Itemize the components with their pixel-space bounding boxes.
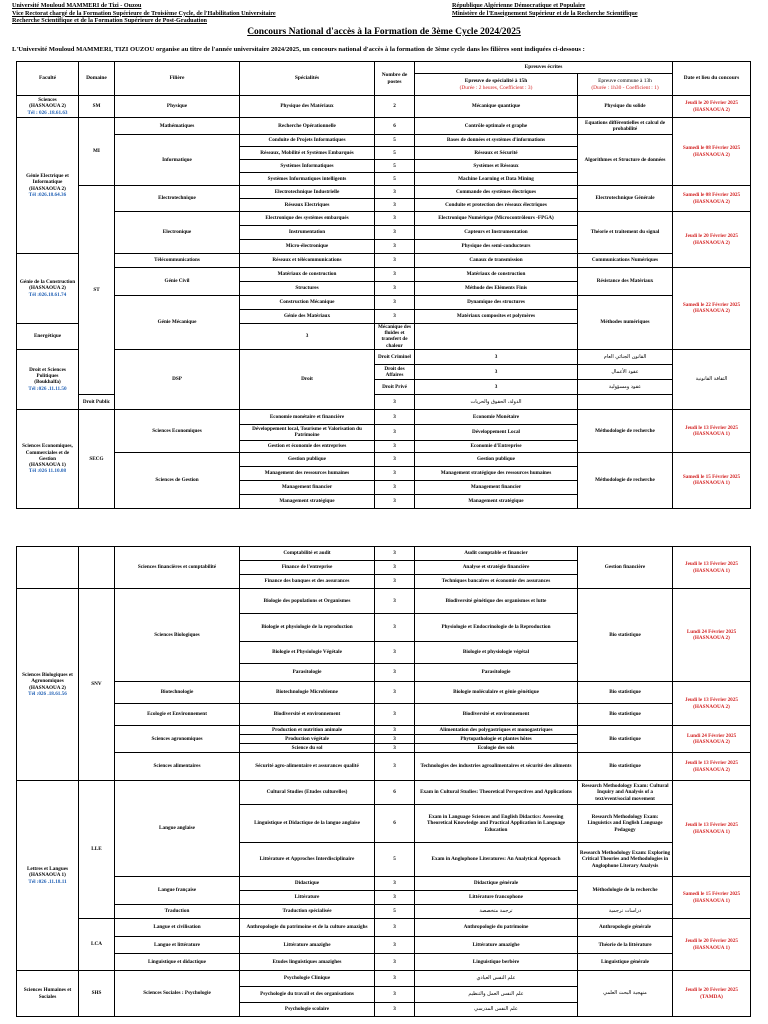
postes: 3 — [375, 409, 415, 424]
epreuve-specialite: Biologie et physiologie végétal — [415, 642, 578, 664]
col-header-ep-specialite: Epreuve de spécialité à 15h (Durée : 2 heures, Coefficient : 3) — [415, 74, 578, 96]
faculte-sciences-humaines: Sciences Humaines et Sociales — [17, 971, 79, 1017]
specialite: Droit Public — [79, 394, 115, 409]
filiere-sciences-gestion: Sciences de Gestion — [115, 452, 240, 508]
date-lieu: Lundi 24 Février 2025 (HASNAOUA 2) — [673, 589, 751, 682]
epreuve-specialite: Bases de données et systèmes d'informations — [415, 135, 578, 147]
specialite: Construction Mécanique — [240, 296, 375, 310]
epreuve-specialite: ترجمة متخصصة — [415, 905, 578, 919]
postes: 3 — [375, 919, 415, 937]
specialite: Instrumentation — [240, 226, 375, 240]
specialite: Science du sol — [240, 744, 375, 753]
specialite: Réseaux, Mobilité et Systèmes Embarqués — [240, 147, 375, 160]
postes: 3 — [375, 589, 415, 614]
postes: 3 — [375, 282, 415, 296]
filiere-electronique: Electronique — [115, 212, 240, 254]
epreuve-commune: Equations différentielles et calcul de probabilité — [578, 118, 673, 135]
domaine-secg: SECG — [79, 409, 115, 508]
filiere-biotechnologie: Biotechnologie — [115, 682, 240, 704]
postes: 6 — [375, 781, 415, 805]
specialite: Finance des banques et des assurances — [240, 575, 375, 589]
epreuve-commune: Research Methodology Exam: Linguistics and English Language Pedagogy — [578, 805, 673, 843]
specialite: Physique des Matériaux — [240, 96, 375, 118]
specialite: Management des ressources humaines — [240, 466, 375, 480]
epreuve-specialite: Didactique générale — [415, 877, 578, 891]
postes: 3 — [375, 547, 415, 561]
specialite: Génie des Matériaux — [240, 310, 375, 324]
epreuve-specialite: عقود الأعمال — [578, 364, 673, 379]
specialite: Economie monétaire et financière — [240, 409, 375, 424]
specialite: Anthropologie du patrimoine et de la culture amazighs — [240, 919, 375, 937]
faculte-genie-electrique: Génie Electrique et Informatique (HASNAOUA 2) Tél :026.18.64.36 — [17, 118, 79, 254]
postes: 3 — [375, 664, 415, 682]
date-lieu: Jeudi le 20 Février 2025 (HASNAOUA 2) — [673, 96, 751, 118]
specialite: Matériaux de construction — [240, 268, 375, 282]
postes: 3 — [375, 254, 415, 268]
epreuve-specialite: Méthode des Eléments Finis — [415, 282, 578, 296]
concours-table-part-2 — [16, 546, 751, 1017]
epreuve-commune: Méthodologie de recherche — [578, 409, 673, 452]
epreuve-specialite: Systèmes et Réseaux — [415, 160, 578, 173]
recherche-line: Recherche Scientifique et de la Formation Supérieure de Post-Graduation — [12, 17, 207, 25]
epreuve-specialite: Management stratégique — [415, 494, 578, 508]
postes: 5 — [375, 135, 415, 147]
epreuve-specialite: Biologie moléculaire et génie génétique — [415, 682, 578, 704]
epreuve-specialite: Biodiversité et environnement — [415, 704, 578, 726]
epreuve-specialite: Physiologie et Endocrinologie de la Reproduction — [415, 614, 578, 642]
filiere-langue-anglaise: Langue anglaise — [115, 781, 240, 877]
specialite: Réseaux et télécommunications — [240, 254, 375, 268]
postes: 3 — [375, 682, 415, 704]
epreuve-specialite: علم النفس العمل والتنظيم — [415, 987, 578, 1003]
specialite: Psychologie scolaire — [240, 1003, 375, 1017]
epreuve-specialite: Dynamique des structures — [415, 296, 578, 310]
epreuve-commune: Electrotechnique Générale — [578, 186, 673, 212]
postes: 3 — [375, 891, 415, 905]
date-lieu: Jeudi le 13 Février 2025 (HASNAOUA 2) — [673, 753, 751, 781]
col-header-postes: Nombre de postes — [375, 62, 415, 96]
domaine-dsp: DSP — [115, 349, 240, 409]
epreuve-commune: Méthodologie de recherche — [578, 452, 673, 508]
specialite: Littérature et Approches Interdisciplinaire — [240, 843, 375, 877]
domaine-lca: LCA — [79, 919, 115, 971]
date-lieu: Jeudi le 20 Février 2025 (TAMDA) — [673, 971, 751, 1017]
filiere-ecologie-environnement: Ecologie et Environnement — [115, 704, 240, 726]
postes: 3 — [375, 494, 415, 508]
postes: 6 — [375, 118, 415, 135]
col-header-filiere: Filière — [115, 62, 240, 96]
postes: 5 — [375, 160, 415, 173]
postes: 3 — [375, 726, 415, 735]
postes: 5 — [375, 905, 415, 919]
date-lieu: Jeudi le 20 Février 2025 (HASNAOUA 1) — [673, 919, 751, 971]
ministere-line: Ministère de l'Enseignement Supérieur et de la Recherche Scientifique — [452, 9, 638, 17]
specialite: Production végétale — [240, 735, 375, 744]
col-header-date: Date et lieu du concours — [673, 62, 751, 96]
specialite: Etudes linguistiques amazighes — [240, 954, 375, 971]
postes: 3 — [375, 186, 415, 199]
filiere-physique: Physique — [115, 96, 240, 118]
epreuve-commune: Bio statistique — [578, 589, 673, 682]
epreuve-specialite: Machine Learning et Data Mining — [415, 173, 578, 186]
specialite: Développement local, Tourisme et Valorisation du Patrimoine — [240, 424, 375, 440]
specialite: Electrotechnique Industrielle — [240, 186, 375, 199]
faculte-genie-construction: Génie de la Construction (HASNAOUA 2) Tél :026.18.61.74 — [17, 254, 79, 324]
epreuve-commune: Linguistique générale — [578, 954, 673, 971]
epreuve-specialite: Biodiversité génétique des organismes et lutte — [415, 589, 578, 614]
epreuve-commune: Anthropologie générale — [578, 919, 673, 937]
epreuve-specialite: Capteurs et Instrumentation — [415, 226, 578, 240]
epreuve-specialite: علم النفس العيادي — [415, 971, 578, 987]
epreuve-specialite: Mécanique des fluides et transfert de chaleur — [375, 324, 415, 350]
filiere-traduction: Traduction — [115, 905, 240, 919]
epreuve-specialite: Ecologie des sols — [415, 744, 578, 753]
date-lieu: Jeudi le 20 Février 2025 (HASNAOUA 2) — [673, 212, 751, 268]
col-header-ep-commune: Epreuve commune à 13h (Durée : 1h30 - Coefficient : 1) — [578, 74, 673, 96]
postes: 3 — [375, 642, 415, 664]
epreuve-specialite: Economie Monétaire — [415, 409, 578, 424]
filiere-langue-civilisation: Langue et civilisation — [115, 919, 240, 937]
postes: 3 — [375, 226, 415, 240]
epreuve-specialite: Economie d'Entreprise — [415, 440, 578, 452]
specialite: Psychologie Clinique — [240, 971, 375, 987]
date-lieu: Samedi le 08 Février 2025 (HASNAOUA 2) — [673, 118, 751, 186]
postes: 3 — [375, 954, 415, 971]
faculte-sciences: Sciences (HASNAOUA 2) Tél : 026 .18.61.63 — [17, 96, 79, 118]
postes: 6 — [375, 805, 415, 843]
epreuve-specialite: Phytopathologie et plantes hôtes — [415, 735, 578, 744]
epreuve-specialite: Réseaux et Sécurité — [415, 147, 578, 160]
specialite: Recherche Opérationnelle — [240, 118, 375, 135]
postes: 3 — [240, 324, 375, 350]
specialite: Management stratégique — [240, 494, 375, 508]
specialite: Droit Criminel — [375, 349, 415, 364]
epreuve-commune: Résistance des Matériaux — [578, 268, 673, 296]
domaine-shs: SHS — [79, 971, 115, 1017]
specialite: Sécurité agro-alimentaire et assurances qualité — [240, 753, 375, 781]
epreuve-commune: Bio statistique — [578, 682, 673, 704]
epreuve-commune: Bio statistique — [578, 726, 673, 753]
epreuve-commune: Théorie de la littérature — [578, 937, 673, 954]
specialite: Gestion publique — [240, 452, 375, 466]
postes: 3 — [375, 735, 415, 744]
filiere-mathematiques: Mathématiques — [115, 118, 240, 135]
filiere-genie-civil: Génie Civil — [115, 268, 240, 296]
epreuve-specialite: علم النفس المدرسي — [415, 1003, 578, 1017]
date-lieu: Samedi le 08 Février 2025 (HASNAOUA 2) — [673, 186, 751, 212]
filiere-langue-litterature: Langue et littérature — [115, 937, 240, 954]
postes: 3 — [375, 240, 415, 254]
postes: 3 — [375, 877, 415, 891]
epreuve-specialite: Analyse et stratégie financière — [415, 561, 578, 575]
date-lieu: Lundi 24 Février 2025 (HASNAOUA 2) — [673, 726, 751, 753]
faculte-sciences-biologiques: Sciences Biologiques et Agronomiques (HASNAOUA 2) Tél :026 .18.61.56 — [17, 589, 79, 781]
postes: 3 — [375, 744, 415, 753]
filiere-electrotechnique: Electrotechnique — [115, 186, 240, 212]
epreuve-specialite: Canaux de transmission — [415, 254, 578, 268]
specialite: Droit Privé — [375, 379, 415, 394]
postes: 2 — [375, 96, 415, 118]
postes: 3 — [375, 268, 415, 282]
specialite: Comptabilité et audit — [240, 547, 375, 561]
postes: 5 — [375, 147, 415, 160]
specialite: Littérature — [240, 891, 375, 905]
specialite: Parasitologie — [240, 664, 375, 682]
epreuve-specialite: Littérature amazighe — [415, 937, 578, 954]
faculte-sciences-economiques: Sciences Economiques, Commerciales et de Gestion (HASNAOUA 1) Tél :026 11.10.08 — [17, 409, 79, 508]
postes: 5 — [375, 173, 415, 186]
postes: 3 — [375, 199, 415, 212]
filiere-sciences-biologiques: Sciences Biologiques — [115, 589, 240, 682]
postes: 3 — [375, 480, 415, 494]
specialite: Conduite de Projets Informatiques — [240, 135, 375, 147]
filiere-linguistique-didactique: Linguistique et didactique — [115, 954, 240, 971]
postes: 3 — [415, 379, 578, 394]
epreuve-commune: Research Methodology Exam: Cultural Inquiry and Analysis of a text/event/social movement — [578, 781, 673, 805]
intro-text: L'Université Mouloud MAMMERI, TIZI OUZOU organise au titre de l'année universitaire 2024/2025, un concours national d'accès à la formation de 3ème cycle dans les filières sont indiquées ci-dessous : — [12, 46, 585, 53]
filiere-droit: Droit — [240, 349, 375, 409]
filiere-informatique: Informatique — [115, 135, 240, 186]
epreuve-commune: منهجية البحث العلمي — [578, 971, 673, 1017]
postes: 3 — [375, 466, 415, 480]
specialite: Micro-électronique — [240, 240, 375, 254]
epreuve-specialite: Commande des systèmes électriques — [415, 186, 578, 199]
faculte-sciences-economiques-cont — [17, 547, 79, 589]
filiere-psychologie: Sciences Sociales : Psychologie — [115, 971, 240, 1017]
epreuve-specialite: Electronique Numérique (Microcontrôleurs -FPGA) — [415, 212, 578, 226]
epreuve-specialite: Développement Local — [415, 424, 578, 440]
epreuve-specialite: Anthropologie du patrimoine — [415, 919, 578, 937]
col-header-epreuves: Epreuves écrites — [415, 62, 673, 74]
specialite: Electronique des systèmes embarqués — [240, 212, 375, 226]
specialite: Finance de l'entreprise — [240, 561, 375, 575]
filiere-genie-mecanique: Génie Mécanique — [115, 296, 240, 350]
specialite: Biotechnologie Microbienne — [240, 682, 375, 704]
republique-line: République Algérienne Démocratique et Populaire — [452, 2, 586, 9]
epreuve-commune: Physique du solide — [578, 96, 673, 118]
university-name: Université Mouloud MAMMERI de Tizi - Ouzou — [12, 2, 142, 9]
domaine-mi: MI — [79, 118, 115, 186]
header-left — [12, 2, 276, 25]
epreuve-specialite: Exam in Cultural Studies: Theoretical Perspectives and Applications — [415, 781, 578, 805]
postes: 5 — [375, 843, 415, 877]
epreuve-specialite: Exam in Anglophone Literatures: An Analytical Approach — [415, 843, 578, 877]
domaine-sm: SM — [79, 96, 115, 118]
epreuve-commune: Théorie et traitement du signal — [578, 212, 673, 254]
epreuve-specialite: Mécanique quantique — [415, 96, 578, 118]
filiere-sciences-agronomiques: Sciences agronomiques — [115, 726, 240, 753]
faculte-lettres-langues: Lettres et Langues (HASNAOUA 1) Tél :026 .11.18.11 — [17, 781, 79, 971]
postes: 3 — [375, 440, 415, 452]
filiere-sciences-financieres: Sciences financières et comptabilité — [115, 547, 240, 589]
epreuve-commune: Bio statistique — [578, 704, 673, 726]
date-lieu: Samedi le 15 Février 2025 (HASNAOUA 1) — [673, 877, 751, 919]
header-right — [452, 2, 638, 17]
epreuve-specialite: الدولة، الحقوق والحريات — [415, 394, 578, 409]
epreuve-commune: Méthodologie de la recherche — [578, 877, 673, 905]
epreuve-specialite: Gestion publique — [415, 452, 578, 466]
epreuve-specialite: Exam in Language Sciences and English Didactics: Assessing Theoretical Knowledge and Practical Application in Language Education — [415, 805, 578, 843]
specialite: Réseaux Electriques — [240, 199, 375, 212]
col-header-specialites: Spécialités — [240, 62, 375, 96]
postes: 3 — [375, 394, 415, 409]
specialite: Littérature amazighe — [240, 937, 375, 954]
epreuve-specialite: Management stratégique des ressources humaines — [415, 466, 578, 480]
postes: 3 — [375, 296, 415, 310]
domaine-st: ST — [79, 186, 115, 395]
postes: 3 — [375, 212, 415, 226]
postes: 3 — [375, 937, 415, 954]
specialite: Traduction spécialisée — [240, 905, 375, 919]
specialite: Biodiversité et environnement — [240, 704, 375, 726]
epreuve-commune: Gestion financière — [578, 547, 673, 589]
date-lieu: Samedi le 22 Février 2025 (HASNAOUA 2) — [673, 268, 751, 350]
col-header-domaine: Domaine — [79, 62, 115, 96]
epreuve-commune: Méthodes numériques — [578, 296, 673, 350]
date-lieu: Jeudi le 13 Février 2025 (HASNAOUA 1) — [673, 409, 751, 452]
specialite: Gestion et économie des entreprises — [240, 440, 375, 452]
date-lieu: Jeudi le 13 Février 2025 (HASNAOUA 2) — [673, 682, 751, 726]
postes: 3 — [375, 424, 415, 440]
epreuve-specialite: Matériaux de construction — [415, 268, 578, 282]
postes: 3 — [375, 987, 415, 1003]
postes: 3 — [415, 364, 578, 379]
specialite: Production et nutrition animale — [240, 726, 375, 735]
specialite: Energétique — [17, 324, 79, 350]
postes: 3 — [375, 704, 415, 726]
specialite: Structures — [240, 282, 375, 296]
concours-table-part-1 — [16, 61, 751, 509]
date-lieu: Jeudi le 13 Février 2025 (HASNAOUA 1) — [673, 781, 751, 877]
epreuve-commune: Algorithmes et Structure de données — [578, 135, 673, 186]
epreuve-specialite: Alimentation des polygastriques et monogastriques — [415, 726, 578, 735]
epreuve-specialite: القانون الجنائي العام — [578, 349, 673, 364]
postes: 3 — [375, 575, 415, 589]
postes: 3 — [375, 561, 415, 575]
epreuve-specialite: Parasitologie — [415, 664, 578, 682]
epreuve-commune: دراسات ترجمية — [578, 905, 673, 919]
epreuve-specialite: Techniques bancaires et économie des assurances — [415, 575, 578, 589]
filiere-langue-francaise: Langue française — [115, 877, 240, 905]
postes: 3 — [375, 614, 415, 642]
specialite: Management financier — [240, 480, 375, 494]
specialite: Systèmes Informatiques — [240, 160, 375, 173]
epreuve-specialite: Littérature francophone — [415, 891, 578, 905]
specialite: Droit des Affaires — [375, 364, 415, 379]
domaine-secg-cont — [79, 547, 115, 589]
specialite: Didactique — [240, 877, 375, 891]
filiere-telecommunications: Télécommunications — [115, 254, 240, 268]
specialite: Biologie et physiologie de la reproduction — [240, 614, 375, 642]
specialite: Systèmes Informatiques intelligents — [240, 173, 375, 186]
epreuve-specialite: عقود ومسؤولية — [578, 379, 673, 394]
specialite: Cultural Studies (Etudes culturelles) — [240, 781, 375, 805]
epreuve-specialite: Contrôle optimale et graphe — [415, 118, 578, 135]
epreuve-specialite: Technologies des industries agroalimentaires et sécurité des aliments — [415, 753, 578, 781]
domaine-lle: LLE — [79, 781, 115, 919]
epreuve-specialite: Linguistique berbère — [415, 954, 578, 971]
postes: 3 — [375, 1003, 415, 1017]
epreuve-specialite: Physique des semi-conducteurs — [415, 240, 578, 254]
date-lieu: Jeudi le 13 Février 2025 (HASNAOUA 1) — [673, 547, 751, 589]
postes: 3 — [375, 753, 415, 781]
vice-rectorat-line: Vice Rectorat chargé de la Formation Supérieure de Troisième Cycle, de l'Habilitation Universitaire — [12, 9, 276, 17]
epreuve-commune: Research Methodology Exam: Exploring Critical Theories and Methodologies in Anglophone Literary Analysis — [578, 843, 673, 877]
epreuve-specialite: Conduite et protection des réseaux électriques — [415, 199, 578, 212]
epreuve-specialite: Matériaux composites et polymères — [415, 310, 578, 324]
faculte-droit: Droit et Sciences Politiques (Boukhalfa) Tél :026 .11.11.50 — [17, 349, 79, 409]
epreuve-commune: الثقافة القانونية — [673, 349, 751, 409]
epreuve-commune: Communications Numériques — [578, 254, 673, 268]
specialite: Biologie et Physiologie Végétale — [240, 642, 375, 664]
postes: 3 — [415, 349, 578, 364]
postes: 3 — [375, 310, 415, 324]
specialite: Biologie des populations et Organismes — [240, 589, 375, 614]
specialite: Psychologie du travail et des organisations — [240, 987, 375, 1003]
postes: 3 — [375, 971, 415, 987]
filiere-sciences-economiques: Sciences Economiques — [115, 409, 240, 452]
page-title: Concours National d'accès à la Formation de 3ème Cycle 2024/2025 — [247, 27, 521, 37]
epreuve-commune: Bio statistique — [578, 753, 673, 781]
date-lieu: Samedi le 15 Février 2025 (HASNAOUA 1) — [673, 452, 751, 508]
postes: 3 — [375, 452, 415, 466]
epreuve-specialite: Audit comptable et financier — [415, 547, 578, 561]
epreuve-specialite: Management financier — [415, 480, 578, 494]
specialite: Linguistique et Didactique de la langue anglaise — [240, 805, 375, 843]
filiere-sciences-alimentaires: Sciences alimentaires — [115, 753, 240, 781]
domaine-snv: SNV — [79, 589, 115, 781]
col-header-faculte: Faculté — [17, 62, 79, 96]
